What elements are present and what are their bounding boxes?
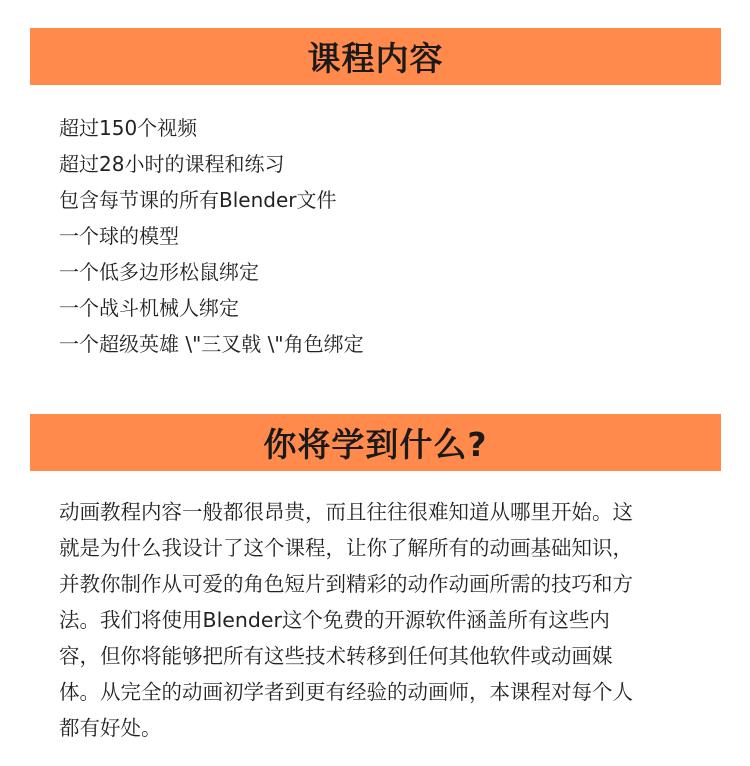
course-content-banner	[30, 28, 721, 85]
list-item: 一个球的模型	[59, 224, 179, 248]
what-you-learn-heading: 你将学到什么?	[263, 425, 488, 464]
paragraph-line: 体。从完全的动画初学者到更有经验的动画师，本课程对每个人	[59, 680, 633, 704]
paragraph-line: 并教你制作从可爱的角色短片到精彩的动作动画所需的技巧和方	[59, 572, 633, 596]
course-content-heading: 课程内容	[307, 39, 444, 78]
list-item: 超过150个视频	[59, 116, 198, 140]
paragraph-line: 容，但你将能够把所有这些技术转移到任何其他软件或动画媒	[59, 644, 613, 668]
list-item: 一个超级英雄 \"三叉戟 \"角色绑定	[59, 332, 364, 356]
paragraph-line: 就是为什么我设计了这个课程，让你了解所有的动画基础知识，	[59, 536, 633, 560]
list-item: 一个低多边形松鼠绑定	[59, 260, 259, 284]
what-you-learn-paragraph	[59, 494, 699, 746]
paragraph-line: 都有好处。	[59, 716, 162, 740]
list-item: 一个战斗机械人绑定	[59, 296, 239, 320]
course-content-list	[59, 110, 364, 362]
paragraph-line: 法。我们将使用Blender这个免费的开源软件涵盖所有这些内	[59, 608, 610, 632]
what-you-learn-banner	[30, 414, 721, 471]
list-item: 包含每节课的所有Blender文件	[59, 188, 337, 212]
list-item: 超过28小时的课程和练习	[59, 152, 285, 176]
paragraph-line: 动画教程内容一般都很昂贵，而且往往很难知道从哪里开始。这	[59, 500, 633, 524]
